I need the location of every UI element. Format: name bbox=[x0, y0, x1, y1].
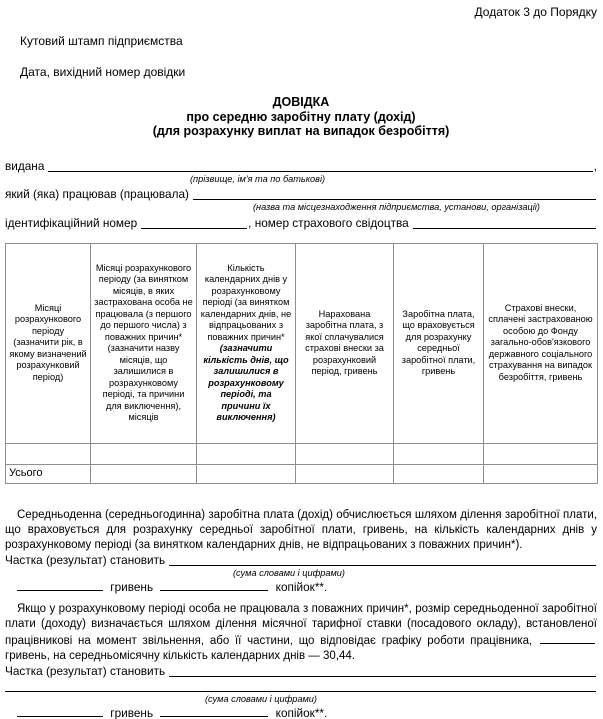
header-cell-insurance-contributions: Страхові внески, сплачені застрахованою особою до Фонду загально-обов'язкового державного соціального страхування на випадок безробіття, гривень bbox=[484, 243, 598, 443]
calc-2-text-end: гривень, на середньомісячну кількість календарних днів — 30,44. bbox=[5, 649, 355, 662]
result-label-2: Частка (результат) становить bbox=[5, 663, 166, 678]
calc-paragraph-1 bbox=[5, 508, 597, 553]
header-cell-months: Місяці розрахункового періоду (зазначити рік, в якому визначений розрахунковий період) bbox=[6, 243, 91, 443]
calendar-days-bold-note: (зазначити кількість днів, що залишилися в розрахунковому періоді, та причини їх виключення) bbox=[203, 343, 289, 422]
hryven-label-2: гривень bbox=[110, 705, 154, 719]
insurance-number-label: , номер страхового свідоцтва bbox=[248, 215, 409, 230]
worked-at-line bbox=[5, 187, 597, 202]
result-line-1 bbox=[5, 553, 597, 568]
id-number-blank[interactable] bbox=[141, 227, 247, 229]
kopiyok-label-2: копійок**. bbox=[275, 705, 328, 719]
calc-2-text-start: Якщо у розрахунковому періоді особа не працювала з поважних причин*, розмір середньоденної заробітної плати (доходу) визначається шляхом ділення місячної тарифної ставки (посадового окладу), встановленої працівникові на момент звільнення, або її частини, що відповідає графіку роботи працівника, bbox=[5, 602, 597, 647]
sum-words-blank[interactable] bbox=[5, 690, 596, 692]
kopiyok-blank-1[interactable] bbox=[160, 579, 268, 591]
result-blank-1[interactable] bbox=[169, 564, 596, 566]
title-line-2: про середню заробітну плату (дохід) bbox=[186, 109, 416, 124]
total-label: Усього bbox=[6, 464, 91, 483]
total-cell[interactable] bbox=[484, 464, 598, 483]
header-cell-counted-salary: Заробітна плата, що враховується для розрахунку середньої заробітної плати, гривень bbox=[394, 243, 484, 443]
corner-stamp-note: Кутовий штамп підприємства bbox=[20, 34, 183, 48]
salary-table bbox=[5, 243, 598, 484]
data-cell[interactable] bbox=[6, 443, 91, 464]
issued-to-line bbox=[5, 159, 597, 174]
workplace-note: (назва та місцезнаходження підприємства, установи, організації) bbox=[253, 201, 540, 212]
data-cell[interactable] bbox=[394, 443, 484, 464]
calc-1-text: Середньоденна (середньогодинна) заробітна плата (дохід) обчислюється шляхом ділення заробітної плати, що враховується для розрахунку середньої заробітної плати, гривень, на кількість календарних днів у розрахунковому періоді (за винятком календарних днів, не відпрацьованих з поважних причин*). bbox=[5, 508, 597, 551]
issued-name-blank[interactable] bbox=[48, 170, 592, 172]
title-line-1: ДОВІДКА bbox=[272, 95, 330, 109]
worked-label: який (яка) працював (працювала) bbox=[5, 186, 189, 201]
workplace-blank[interactable] bbox=[193, 198, 596, 200]
data-cell[interactable] bbox=[91, 443, 197, 464]
data-cell[interactable] bbox=[197, 443, 296, 464]
total-cell[interactable] bbox=[91, 464, 197, 483]
total-cell[interactable] bbox=[197, 464, 296, 483]
result-line-2 bbox=[5, 664, 597, 679]
date-number-note: Дата, вихідний номер довідки bbox=[20, 65, 186, 79]
total-cell[interactable] bbox=[296, 464, 394, 483]
identification-line bbox=[5, 216, 597, 231]
total-cell[interactable] bbox=[394, 464, 484, 483]
sum-note-2: (сума словами і цифрами) bbox=[205, 693, 317, 704]
insurance-number-blank[interactable] bbox=[413, 227, 596, 229]
money-line-2 bbox=[13, 705, 597, 719]
calendar-days-text: Кількість календарних днів у розрахунковому періоді (за винятком календарних днів, не відпрацьованих з поважних причин* bbox=[200, 262, 292, 342]
issued-comma: , bbox=[593, 158, 597, 173]
calc-paragraph-2 bbox=[5, 602, 597, 664]
result-blank-2[interactable] bbox=[169, 675, 596, 677]
issued-note: (прізвище, ім'я та по батькові) bbox=[190, 173, 326, 184]
kopiyok-label-1: копійок**. bbox=[275, 579, 328, 594]
empty-data-row bbox=[6, 443, 598, 464]
sum-words-blank-line bbox=[5, 679, 597, 694]
header-cell-calendar-days bbox=[197, 243, 296, 443]
hryven-blank-2[interactable] bbox=[17, 705, 103, 717]
result-label-1: Частка (результат) становить bbox=[5, 552, 166, 567]
sum-note-1: (сума словами і цифрами) bbox=[233, 567, 345, 578]
money-line-1 bbox=[13, 579, 597, 594]
hryven-label-1: гривень bbox=[110, 579, 154, 594]
hryven-blank-1[interactable] bbox=[17, 579, 103, 591]
document-title bbox=[5, 95, 597, 139]
tariff-rate-blank[interactable] bbox=[540, 632, 595, 644]
title-line-3: (для розрахунку виплат на випадок безробіття) bbox=[152, 124, 450, 138]
header-cell-accrued-salary: Нарахована заробітна плата, з якої сплачувалися страхові внески за розрахунковий період, гривень bbox=[296, 243, 394, 443]
issued-label: видана bbox=[5, 158, 45, 173]
kopiyok-blank-2[interactable] bbox=[160, 705, 268, 717]
header-cell-months-excluded: Місяці розрахункового періоду (за винятком місяців, в яких застрахована особа не працювала (з першого до першого числа) з поважних причин* (зазначити назву місяців, що залишилися в розрахунковому періоді, та причини для виключення), місяців bbox=[91, 243, 197, 443]
id-number-label: ідентифікаційний номер bbox=[5, 215, 138, 230]
table-header-row bbox=[6, 243, 598, 443]
total-row bbox=[6, 464, 598, 483]
annex-note: Додаток 3 до Порядку bbox=[474, 5, 597, 19]
data-cell[interactable] bbox=[484, 443, 598, 464]
data-cell[interactable] bbox=[296, 443, 394, 464]
